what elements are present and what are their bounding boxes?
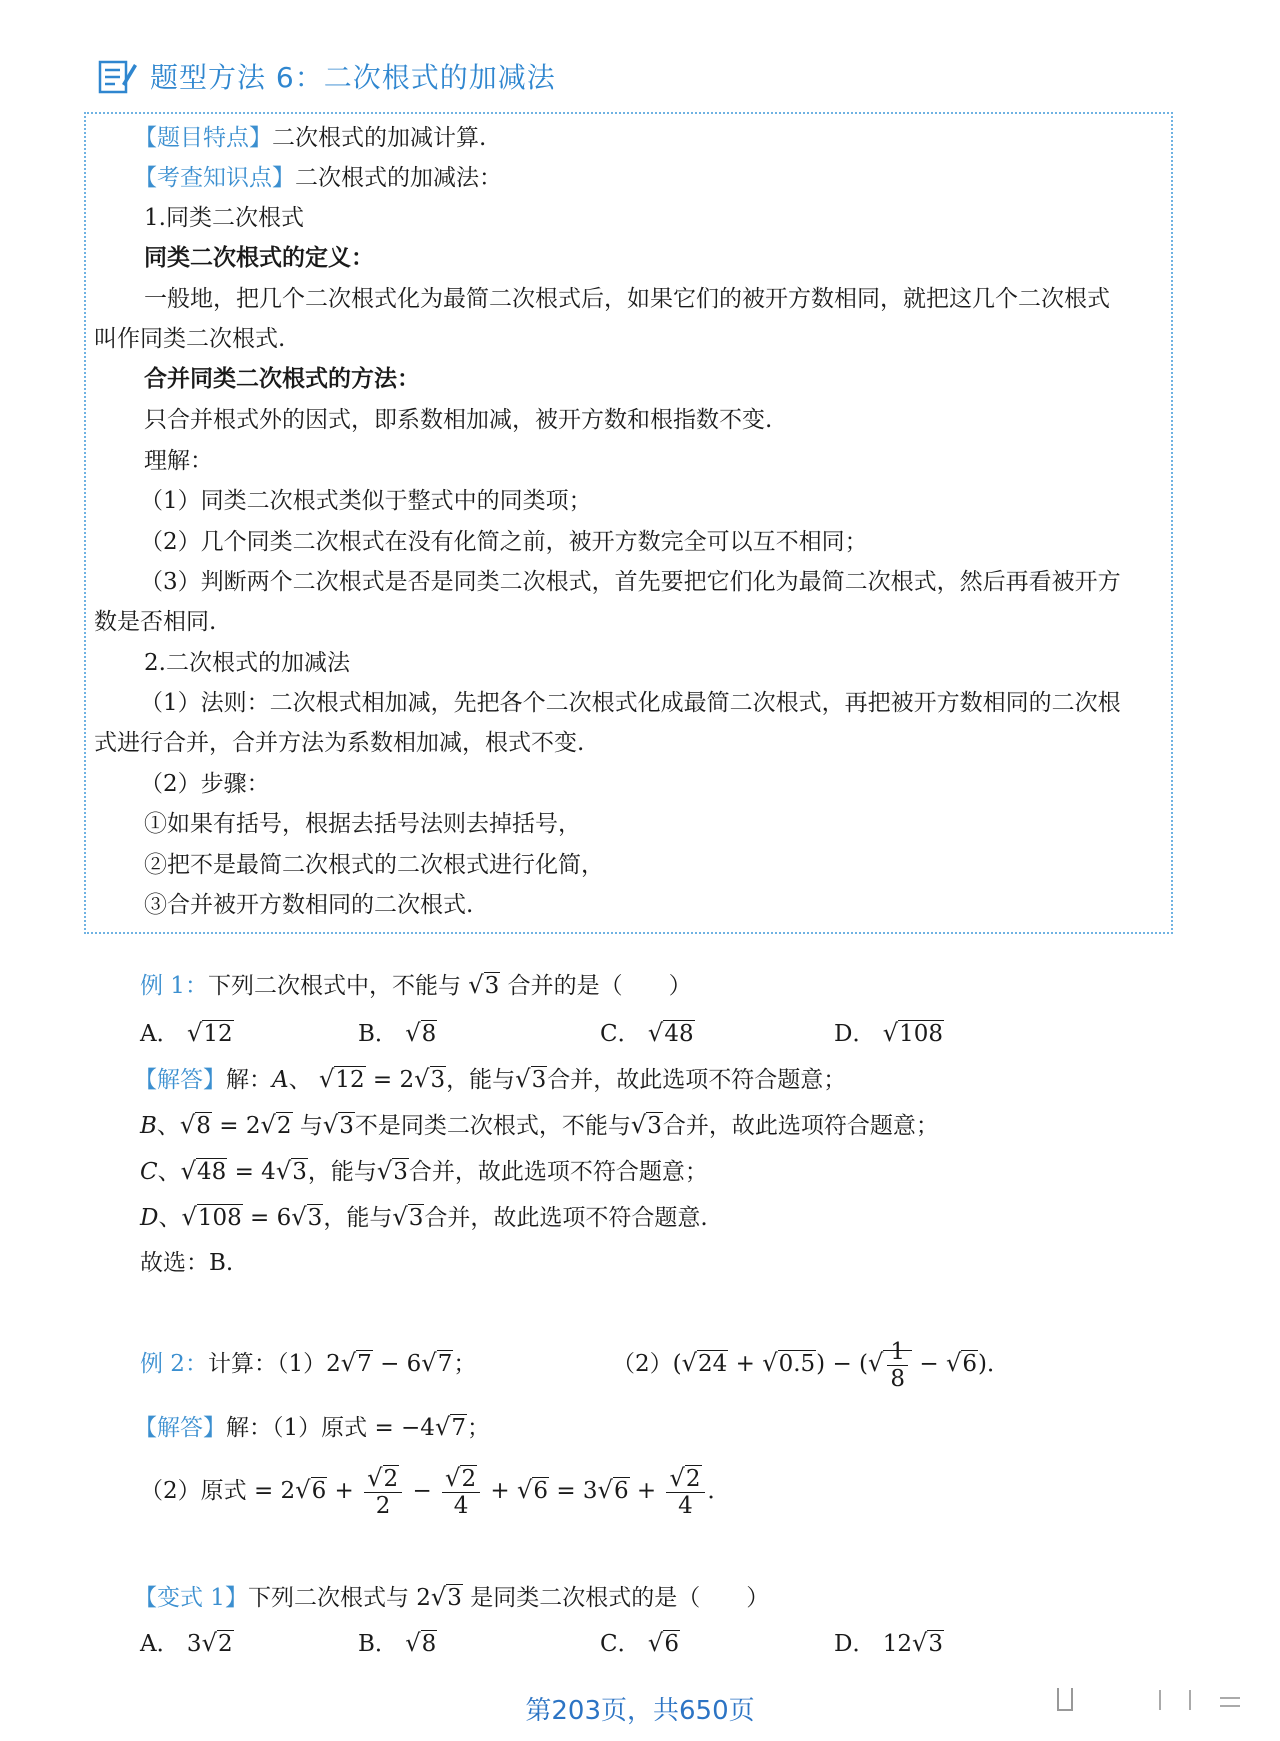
- variant-1-option-d: D． 12√3: [834, 1629, 944, 1657]
- step-1: ①如果有括号，根据去括号法则去掉括号，: [144, 811, 581, 837]
- example-2-tag: 例 2：: [140, 1351, 208, 1377]
- example-1-answer-a: 【解答】解：A、 √12 = 2√3，能与√3合并，故此选项不符合题意；: [134, 1065, 847, 1093]
- merge-text: 只合并根式外的因式，即系数相加减，被开方数和根指数不变.: [144, 407, 773, 433]
- variant-1-option-a: A． 3√2: [140, 1629, 233, 1657]
- example-1-answer-b: B、√8 = 2√2 与√3不是同类二次根式，不能与√3合并，故此选项符合题意；: [140, 1111, 939, 1139]
- step-3: ③合并被开方数相同的二次根式.: [144, 892, 474, 918]
- definition-line-2: 叫作同类二次根式.: [94, 326, 286, 352]
- notebook-pen-icon: [98, 58, 138, 94]
- rule-line-b: 式进行合并，合并方法为系数相加减，根式不变.: [94, 730, 585, 756]
- understand-3a: （3）判断两个二次根式是否是同类二次根式，首先要把它们化为最简二次根式，然后再看被开方: [140, 569, 1121, 595]
- understand-1: （1）同类二次根式类似于整式中的同类项；: [140, 488, 592, 514]
- heading-1: 1.同类二次根式: [144, 205, 304, 231]
- knowledge-tag: 【考查知识点】: [134, 165, 295, 191]
- merge-title: 合并同类二次根式的方法：: [144, 365, 420, 392]
- example-2-answer-2: （2）原式 = 2√6 + $\frac{√2}{2}$ − $\frac{√2}{4}$ + √6 = 3√6 + $\frac{√2}{4}$ ．: [140, 1464, 731, 1519]
- step-2: ②把不是最简二次根式的二次根式进行化简，: [144, 852, 604, 878]
- example-1-option-b: B． √8: [358, 1019, 437, 1047]
- example-1-answer-c: C、√48 = 4√3，能与√3合并，故此选项不符合题意；: [140, 1157, 708, 1185]
- example-1-tag: 例 1：: [140, 973, 208, 999]
- understand-3b: 数是否相同.: [94, 609, 217, 635]
- example-2-question-2: （2）(√24 + √0.5) − (√ $\frac{1}{8}$ − √6)．: [612, 1338, 1010, 1392]
- definition-title: 同类二次根式的定义：: [144, 244, 374, 271]
- variant-1-option-c: C． √6: [600, 1629, 679, 1657]
- features-text: 二次根式的加减计算.: [272, 125, 487, 151]
- understand-2: （2）几个同类二次根式在没有化简之前，被开方数完全可以互不相同；: [140, 529, 868, 555]
- sqrt-expr: √3: [468, 971, 500, 999]
- section-header: [98, 56, 556, 96]
- example-1-option-d: D． √108: [834, 1019, 944, 1047]
- page-number: 第203页，共650页: [525, 1696, 755, 1726]
- variant-1-question: 【变式 1】下列二次根式与 2√3 是同类二次根式的是（ ）: [134, 1583, 770, 1611]
- features-line: [134, 123, 486, 153]
- example-1-option-c: C． √48: [600, 1019, 694, 1047]
- scroll-handle-icon[interactable]: [1050, 1680, 1250, 1720]
- example-1-option-a: A． √12: [140, 1019, 233, 1047]
- knowledge-line: [134, 163, 502, 193]
- variant-1-tag: 【变式 1】: [134, 1585, 248, 1611]
- example-2-answer-1: 【解答】解：（1）原式 = −4√7；: [134, 1413, 490, 1441]
- understand-label: 理解：: [144, 448, 213, 474]
- example-2-question-1: 例 2：计算：（1）2√7 − 6√7；: [140, 1349, 477, 1377]
- rule-line-a: （1）法则：二次根式相加减，先把各个二次根式化成最简二次根式，再把被开方数相同的二次根: [140, 690, 1121, 716]
- example-1-answer-d: D、√108 = 6√3，能与√3合并，故此选项不符合题意.: [140, 1203, 708, 1231]
- section-title: 题型方法 6：二次根式的加减法: [150, 61, 556, 94]
- answer-tag-2: 【解答】: [134, 1415, 226, 1441]
- example-1-question: 例 1：下列二次根式中，不能与 √3 合并的是（ ）: [140, 971, 692, 999]
- knowledge-text: 二次根式的加减法：: [295, 165, 502, 191]
- answer-tag: 【解答】: [134, 1067, 226, 1093]
- heading-2: 2.二次根式的加减法: [144, 650, 350, 676]
- steps-label: （2）步骤：: [140, 771, 270, 797]
- example-1-choice: 故选：B.: [140, 1250, 234, 1276]
- variant-1-option-b: B． √8: [358, 1629, 437, 1657]
- definition-line-1: 一般地，把几个二次根式化为最简二次根式后，如果它们的被开方数相同，就把这几个二次根式: [144, 286, 1110, 312]
- features-tag: 【题目特点】: [134, 125, 272, 151]
